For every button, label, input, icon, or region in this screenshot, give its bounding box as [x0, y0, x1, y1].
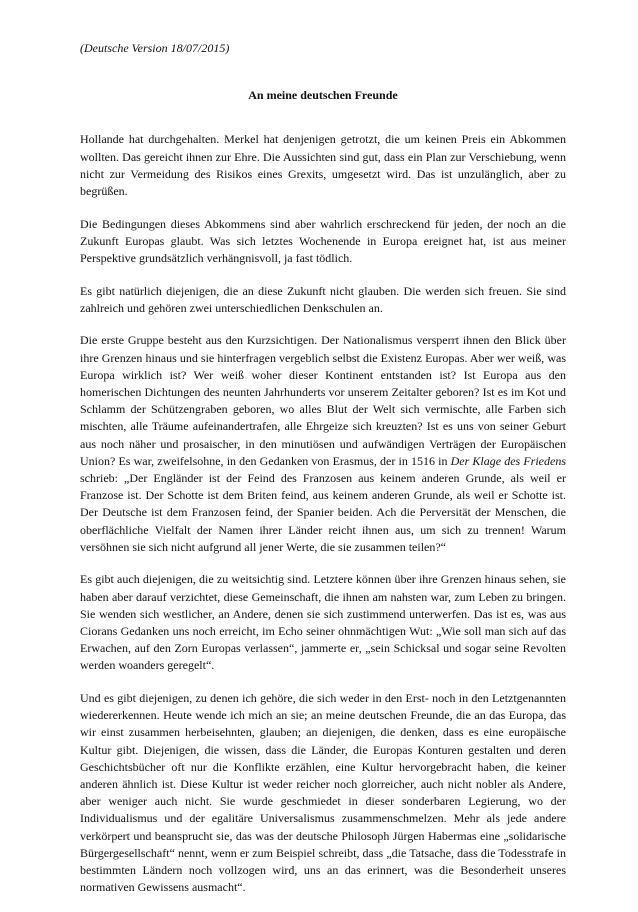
paragraph-6: Und es gibt diejenigen, zu denen ich gehöre, die sich weder in den Erst- noch in den Letztgenannten wiedererkennen. Heute wende ich mich an sie; an meine deutschen Freunde, die an das Europa, das wir einst zusammen herbeisehnten, glauben; an diejenigen, die denken, dass es eine europäische Kultur gibt. Diejenigen, die wissen, dass die Länder, die Europas Konturen gestalten und deren Geschichtsbücher oft nur die Konflikte erzählen, eine Kultur hervorgebracht haben, die keiner anderen ähnlich ist. Diese Kultur ist weder reicher noch glorreicher, auch nicht nobler als Andere, aber weniger auch nicht. Sie wurde geschmiedet in dieser sonderbaren Legierung, wo der Individualismus und der egalitäre Universalismus zusammenschmelzen. Mehr als jede andere verkörpert und beansprucht sie, das was der deutsche Philosoph Jürgen Habermas eine „solidarische Bürgergesellschaft“ nennt, wenn er zum Beispiel schreibt, dass „die Tatsache, dass die Todesstrafe in bestimmten Ländern noch vollzogen wird, uns an das erinnert, was die Besonderheit unseres normativen Gewissens ausmacht“. [80, 691, 566, 895]
paragraph-4 [80, 332, 566, 556]
document-title: An meine deutschen Freunde [248, 88, 398, 103]
paragraph-4-text-after: schrieb: „Der Engländer ist der Feind des Franzosen aus keinem anderen Grunde, als weil er Franzose ist. Der Schotte ist dem Briten feind, aus keinem anderen Grunde, als weil er Schotte ist. Der Deutsche ist dem Franzosen feind, der Spanier beiden. Ach die Perversität der Menschen, die oberflächliche Vielfalt der Namen ihrer Länder reicht ihnen aus, um sich zu trennen! Warum versöhnen sie sich nicht aufgrund all jener Werte, die sie zusammen teilen?“ [80, 471, 566, 554]
document-page [80, 40, 566, 912]
version-note: (Deutsche Version 18/07/2015) [80, 41, 230, 55]
paragraph-1: Hollande hat durchgehalten. Merkel hat denjenigen getrotzt, die um keinen Preis ein Abkommen wollten. Das gereicht ihnen zur Ehre. Die Aussichten sind gut, dass ein Plan zur Verschiebung, wenn nicht zur Vermeidung des Risikos eines Grexits, umgesetzt wird. Das ist unzulänglich, aber zu begrüßen. [80, 132, 566, 199]
book-title-italic: Der Klage des Friedens [450, 453, 566, 468]
paragraph-4-text-before: Die erste Gruppe besteht aus den Kurzsichtigen. Der Nationalismus versperrt ihnen den Blick über ihre Grenzen hinaus und sie hinterfragen vergeblich selbst die Existenz Europas. Aber wer weiß, was Europa wirklich ist? Wer weiß woher dieser Kontinent entstanden ist? Ist Europa aus den homerischen Dichtungen des neunten Jahrhunderts vor unserem Zeitalter geboren? Ist es im Kot und Schlamm der Schützengraben geboren, wo alles Blut der Welt sich vermischte, alle Farben sich mischten, alle Träume aufeinandertrafen, alle Ehrgeize sich kreuzten? Ist es uns von seiner Geburt aus noch näher und prosaischer, in den minutiösen und aufwändigen Verträgen der Europäischen Union? Es war, zweifelsohne, in den Gedanken von Erasmus, der in 1516 in [80, 333, 566, 468]
paragraph-3: Es gibt natürlich diejenigen, die an diese Zukunft nicht glauben. Die werden sich freuen. Sie sind zahlreich und gehören zwei unterschiedlichen Denkschulen an. [80, 283, 566, 315]
paragraph-2: Die Bedingungen dieses Abkommens sind aber wahrlich erschreckend für jeden, der noch an die Zukunft Europas glaubt. Was sich letztes Wochenende in Europa ereignet hat, ist aus meiner Perspektive grundsätzlich verhängnisvoll, ja fast tödlich. [80, 216, 566, 266]
paragraph-5: Es gibt auch diejenigen, die zu weitsichtig sind. Letztere können über ihre Grenzen hinaus sehen, sie haben aber darauf verzichtet, diese Gemeinschaft, die ihnen am nahsten war, zum Leben zu bringen. Sie wenden sich westlicher, an Andere, denen sie sich zustimmend unterwerfen. Das ist es, was aus Ciorans Gedanken uns noch erreicht, im Echo seiner ohnmächtigen Wut: „Wie soll man sich auf das Erwachen, auf den Zorn Europas verlassen“, jammerte er, „sein Schicksal und sogar seine Revolten werden woanders geregelt“. [80, 572, 566, 673]
